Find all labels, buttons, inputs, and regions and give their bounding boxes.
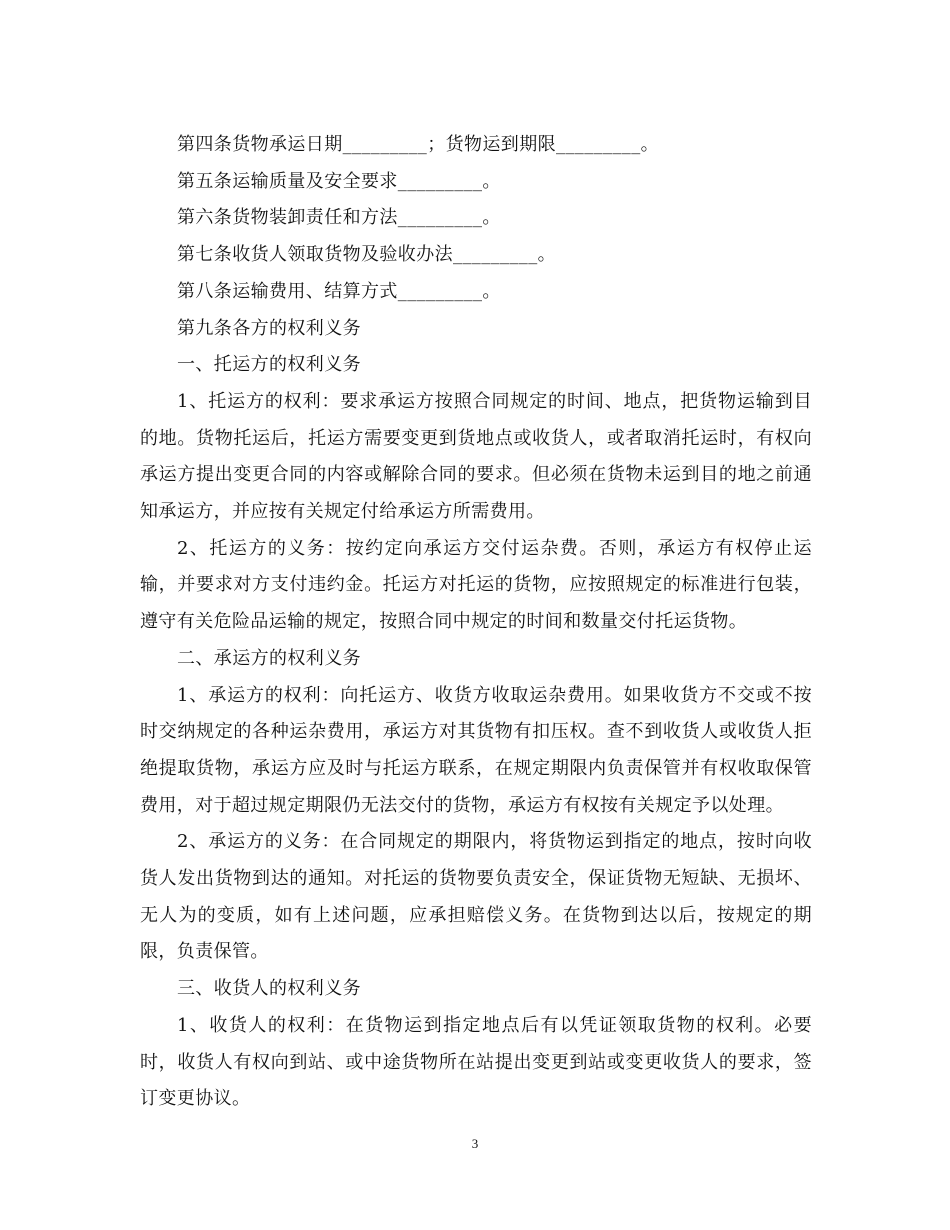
document-body [140,127,812,1118]
article-6-paragraph: 第六条货物装卸责任和方法_________。 [177,207,501,229]
article-9-heading: 第九条各方的权利义务 [177,317,361,339]
carrier-rights-paragraph: 1、承运方的权利：向托运方、收货方收取运杂费用。如果收货方不交或不按时交纳规定的各种运杂费用，承运方对其货物有扣压权。查不到收货人或收货人拒绝提取货物，承运方应及时与托运方联系，在规定期限内负责保管并有权收取保管费用，对于超过规定期限仍无法交付的货物，承运方有权按有关规定予以处理。 [140,684,812,816]
shipper-duties-paragraph: 2、托运方的义务：按约定向承运方交付运杂费。否则，承运方有权停止运输，并要求对方支付违约金。托运方对托运的货物，应按照规定的标准进行包装，遵守有关危险品运输的规定，按照合同中规定的时间和数量交付托运货物。 [140,537,812,633]
consignee-rights-paragraph: 1、收货人的权利：在货物运到指定地点后有以凭证领取货物的权利。必要时，收货人有权向到站、或中途货物所在站提出变更到站或变更收货人的要求，签订变更协议。 [140,1014,812,1110]
shipper-rights-paragraph: 1、托运方的权利：要求承运方按照合同规定的时间、地点，把货物运输到目的地。货物托运后，托运方需要变更到货地点或收货人，或者取消托运时，有权向承运方提出变更合同的内容或解除合同的要求。但必须在货物未运到目的地之前通知承运方，并应按有关规定付给承运方所需费用。 [140,390,812,523]
shipper-section-heading: 一、托运方的权利义务 [177,354,361,376]
article-5-paragraph: 第五条运输质量及安全要求_________。 [177,170,501,192]
carrier-duties-paragraph: 2、承运方的义务：在合同规定的期限内，将货物运到指定的地点，按时向收货人发出货物到达的通知。对托运的货物要负责安全，保证货物无短缺、无损坏、无人为的变质，如有上述问题，应承担赔偿义务。在货物到达以后，按规定的期限，负责保管。 [140,831,812,963]
consignee-section-heading: 三、收货人的权利义务 [177,978,361,1000]
article-4-paragraph: 第四条货物承运日期_________；货物运到期限_________。 [177,134,659,155]
carrier-section-heading: 二、承运方的权利义务 [177,647,361,669]
article-8-paragraph: 第八条运输费用、结算方式_________。 [177,280,501,302]
article-7-paragraph: 第七条收货人领取货物及验收办法_________。 [177,244,556,266]
page-number: 3 [471,1136,479,1151]
